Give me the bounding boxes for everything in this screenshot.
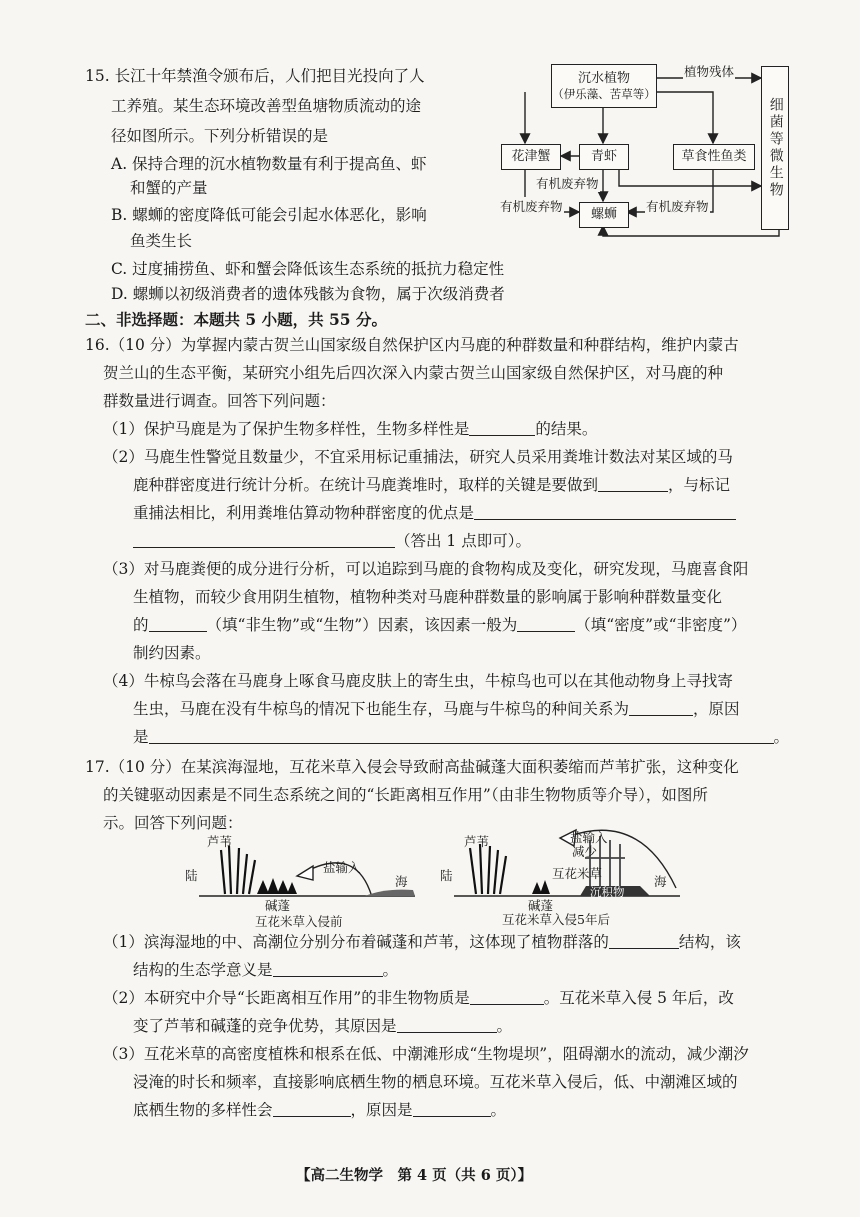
answer-blank[interactable] <box>133 533 395 548</box>
q17-part3-line-2: 浸淹的时长和频率，直接影响底栖生物的栖息环境。互花米草入侵后，低、中潮滩区域的 <box>133 1073 738 1091</box>
q16-intro-2: 贺兰山的生态平衡，某研究小组先后四次深入内蒙古贺兰山国家级自然保护区，对马鹿的种 <box>103 364 724 382</box>
label-spartina: 互花米草 <box>552 866 603 881</box>
q17-intro-3: 示。回答下列问题： <box>103 814 243 832</box>
label-salt-input: 盐输入 <box>570 830 608 845</box>
node-submerged-plants: 沉水植物 （伊乐藻、苦草等） <box>551 64 657 108</box>
label-suaeda: 碱蓬 <box>528 898 554 913</box>
reed-icon <box>470 844 506 894</box>
label-land: 陆 <box>440 868 453 883</box>
q16-part4-line-3: 是 。 <box>133 728 790 746</box>
q16-part3-line-1: （3）对马鹿粪便的成分进行分析，可以追踪到马鹿的食物构成及变化，研究发现，马鹿喜食阳 <box>103 560 749 578</box>
suaeda-icon <box>532 880 550 894</box>
q17-part2-line-1: （2）本研究中介导“长距离相互作用”的非生物物质是 。互花米草入侵 5 年后，改 <box>103 989 734 1007</box>
answer-blank[interactable] <box>629 701 693 716</box>
q16-part2-line-3: 重捕法相比，利用粪堆估算动物种群密度的优点是 <box>133 501 736 523</box>
q16-part3-line-4: 制约因素。 <box>133 644 211 662</box>
arrow-bacteria-to-snail <box>603 226 779 236</box>
suaeda-icon <box>257 878 297 894</box>
answer-blank[interactable] <box>474 505 736 520</box>
answer-blank[interactable] <box>609 934 679 949</box>
q16-part3-line-2: 生植物，而较少食用阴生植物，植物种类对马鹿种群数量的影响属于影响种群数量变化 <box>133 588 723 606</box>
label-sediment: 沉积物 <box>590 885 625 899</box>
pond-flow-diagram <box>495 60 795 245</box>
answer-blank[interactable] <box>149 729 774 744</box>
answer-blank[interactable] <box>273 1102 351 1117</box>
q17-intro-2: 的关键驱动因素是不同生态系统之间的“长距离相互作用”（由非生物物质等介导），如图所 <box>103 786 708 804</box>
q17-part3-line-3: 底栖生物的多样性会 ，原因是 。 <box>133 1101 507 1119</box>
q16-part1: （1）保护马鹿是为了保护生物多样性，生物多样性是 的结果。 <box>103 420 598 438</box>
node-shrimp: 青虾 <box>579 144 629 170</box>
q15-option-d: D. 螺蛳以初级消费者的遗体残骸为食物，属于次级消费者 <box>111 285 505 303</box>
label-organic-waste-2: 有机废弃物 <box>500 199 563 214</box>
answer-blank[interactable] <box>598 477 668 492</box>
label-sea: 海 <box>654 874 667 889</box>
answer-blank[interactable] <box>273 962 383 977</box>
answer-blank[interactable] <box>517 617 575 632</box>
q16-part4-line-2: 生虫，马鹿在没有牛椋鸟的情况下也能生存，马鹿与牛椋鸟的种间关系为 ，原因 <box>133 700 740 718</box>
node-crab: 花津蟹 <box>501 144 561 170</box>
caption-after: 互花米草入侵5年后 <box>502 912 610 927</box>
q17-part3-line-1: （3）互花米草的高密度植株和根系在低、中潮滩形成“生物堤坝”，阻碍潮水的流动，减少潮汐 <box>103 1045 749 1063</box>
q16-part4-line-1: （4）牛椋鸟会落在马鹿身上啄食马鹿皮肤上的寄生虫，牛椋鸟也可以在其他动物身上寻找寄 <box>103 672 733 690</box>
node-herbivorous-fish: 草食性鱼类 <box>673 144 755 170</box>
figure-after-invasion <box>440 818 690 927</box>
reed-icon <box>221 846 255 894</box>
q17-part2-line-2: 变了芦苇和碱蓬的竞争优势，其原因是 。 <box>133 1017 513 1035</box>
arrow-shrimp-to-bacteria <box>619 168 761 186</box>
q15-option-a-line-2: 和蟹的产量 <box>130 179 208 197</box>
q17-intro-1: 17.（10 分）在某滨海湿地，互花米草入侵会导致耐高盐碱蓬大面积萎缩而芦苇扩张，这种变化 <box>85 758 739 776</box>
label-reed: 芦苇 <box>207 834 233 849</box>
label-suaeda: 碱蓬 <box>265 898 291 913</box>
q15-stem-line-3: 径如图所示。下列分析错误的是 <box>111 127 329 145</box>
label-plant-remains: 植物残体 <box>684 64 735 79</box>
label-organic-waste-1: 有机废弃物 <box>536 176 599 191</box>
q15-stem-line-1: 15. 长江十年禁渔令颁布后，人们把目光投向了人 <box>85 67 425 85</box>
caption-before: 互花米草入侵前 <box>255 914 343 929</box>
q17-part1-line-1: （1）滨海湿地的中、高潮位分别分布着碱蓬和芦苇，这体现了植物群落的 结构，该 <box>103 933 741 951</box>
label-sea: 海 <box>395 874 408 889</box>
answer-blank[interactable] <box>413 1102 491 1117</box>
q16-part2-line-4: （答出 1 点即可）。 <box>133 529 531 551</box>
label-reduced: 减少 <box>572 844 598 859</box>
q16-intro-1: 16.（10 分）为掌握内蒙古贺兰山国家级自然保护区内马鹿的种群数量和种群结构，维护内蒙古 <box>85 336 739 354</box>
q15-option-b-line-1: B. 螺蛳的密度降低可能会引起水体恶化，影响 <box>111 206 427 224</box>
arrow-plants-to-fish <box>655 92 713 143</box>
q15-stem-line-2: 工养殖。某生态环境改善型鱼塘物质流动的途 <box>111 97 422 115</box>
q15-option-c: C. 过度捕捞鱼、虾和蟹会降低该生态系统的抵抗力稳定性 <box>111 260 505 278</box>
section-heading: 二、非选择题：本题共 5 小题，共 55 分。 <box>85 310 387 329</box>
q16-part2-line-2: 鹿种群密度进行统计分析。在统计马鹿粪堆时，取样的关键是要做到 ，与标记 <box>133 476 731 494</box>
answer-blank[interactable] <box>149 617 207 632</box>
q17-part1-line-2: 结构的生态学意义是 。 <box>133 961 399 979</box>
q15-option-a-line-1: A. 保持合理的沉水植物数量有利于提高鱼、虾 <box>111 155 427 173</box>
page-footer: 【高二生物学 第 4 页（共 6 页）】 <box>296 1167 533 1184</box>
q16-intro-3: 群数量进行调查。回答下列问题： <box>103 392 336 410</box>
label-organic-waste-3: 有机废弃物 <box>646 199 709 214</box>
answer-blank[interactable] <box>397 1018 497 1033</box>
q16-part2-line-1: （2）马鹿生性警觉且数量少，不宜采用标记重捕法，研究人员采用粪堆计数法对某区域的马 <box>103 448 733 466</box>
answer-blank[interactable] <box>469 421 535 436</box>
label-salt-input: 盐输入 <box>323 860 361 875</box>
label-reed: 芦苇 <box>464 834 490 849</box>
answer-blank[interactable] <box>470 990 544 1005</box>
q15-option-b-line-2: 鱼类生长 <box>130 232 193 250</box>
label-land: 陆 <box>185 868 198 883</box>
q16-part3-line-3: 的 （填“非生物”或“生物”）因素，该因素一般为 （填“密度”或“非密度”） <box>133 616 747 634</box>
node-snail: 螺蛳 <box>579 202 629 228</box>
node-bacteria: 细菌等微生物 <box>761 66 789 230</box>
figure-before-invasion <box>185 834 425 929</box>
